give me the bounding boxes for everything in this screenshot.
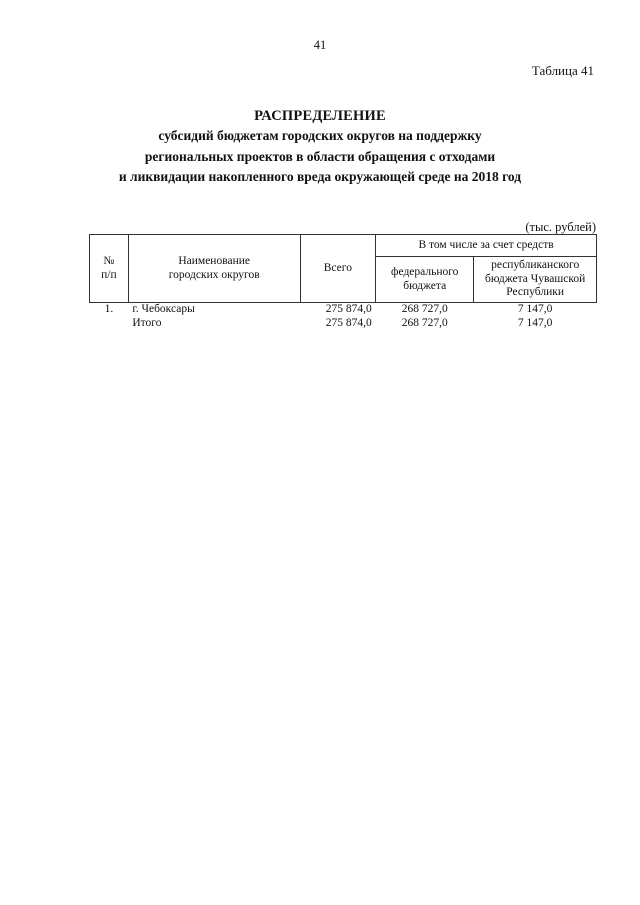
row-federal: 268 727,0: [401, 303, 448, 316]
total-row-federal: 268 727,0: [401, 317, 448, 330]
header-federal-line-2: бюджета: [403, 279, 447, 292]
header-federal-line-1: федерального: [391, 266, 459, 278]
page-number: 41: [313, 38, 327, 52]
table-row: [90, 303, 597, 318]
row-name: г. Чебоксары: [132, 303, 195, 316]
header-group: В том числе за счет средств: [376, 235, 597, 257]
table-total-row: [90, 317, 597, 331]
total-row-label: Итого: [132, 317, 162, 330]
total-row-republic: 7 147,0: [517, 317, 553, 330]
title-main: РАСПРЕДЕЛЕНИЕ: [254, 108, 386, 124]
row-republic: 7 147,0: [517, 303, 553, 316]
row-total: 275 874,0: [325, 303, 372, 316]
header-name-line-2: городских округов: [168, 268, 260, 281]
header-republic: [474, 257, 597, 303]
total-row-total: 275 874,0: [325, 317, 372, 330]
title-line-1: субсидий бюджетам городских округов на поддержку: [158, 128, 482, 143]
header-republic-line-1: республиканского: [491, 259, 580, 272]
header-name-line-1: Наименование: [178, 255, 251, 267]
header-republic-line-3: Республики: [506, 286, 564, 299]
subsidy-distribution-table: [89, 234, 597, 331]
row-number: 1.: [104, 303, 114, 316]
title-line-3: и ликвидации накопленного вреда окружающей среде на 2018 год: [118, 169, 522, 184]
header-number-line-2: п/п: [101, 268, 117, 281]
header-number-line-1: №: [103, 255, 115, 267]
header-name: [128, 235, 300, 303]
total-row-number: [90, 317, 129, 331]
header-total: Всего: [300, 235, 376, 303]
header-number: [90, 235, 129, 303]
header-republic-line-2: бюджета Чувашской: [485, 272, 586, 285]
units-label: (тыс. рублей): [525, 220, 596, 234]
table-reference: Таблица 41: [531, 63, 594, 78]
document-title: [0, 106, 640, 188]
header-federal: [376, 257, 474, 303]
title-line-2: региональных проектов в области обращения с отходами: [144, 148, 496, 164]
